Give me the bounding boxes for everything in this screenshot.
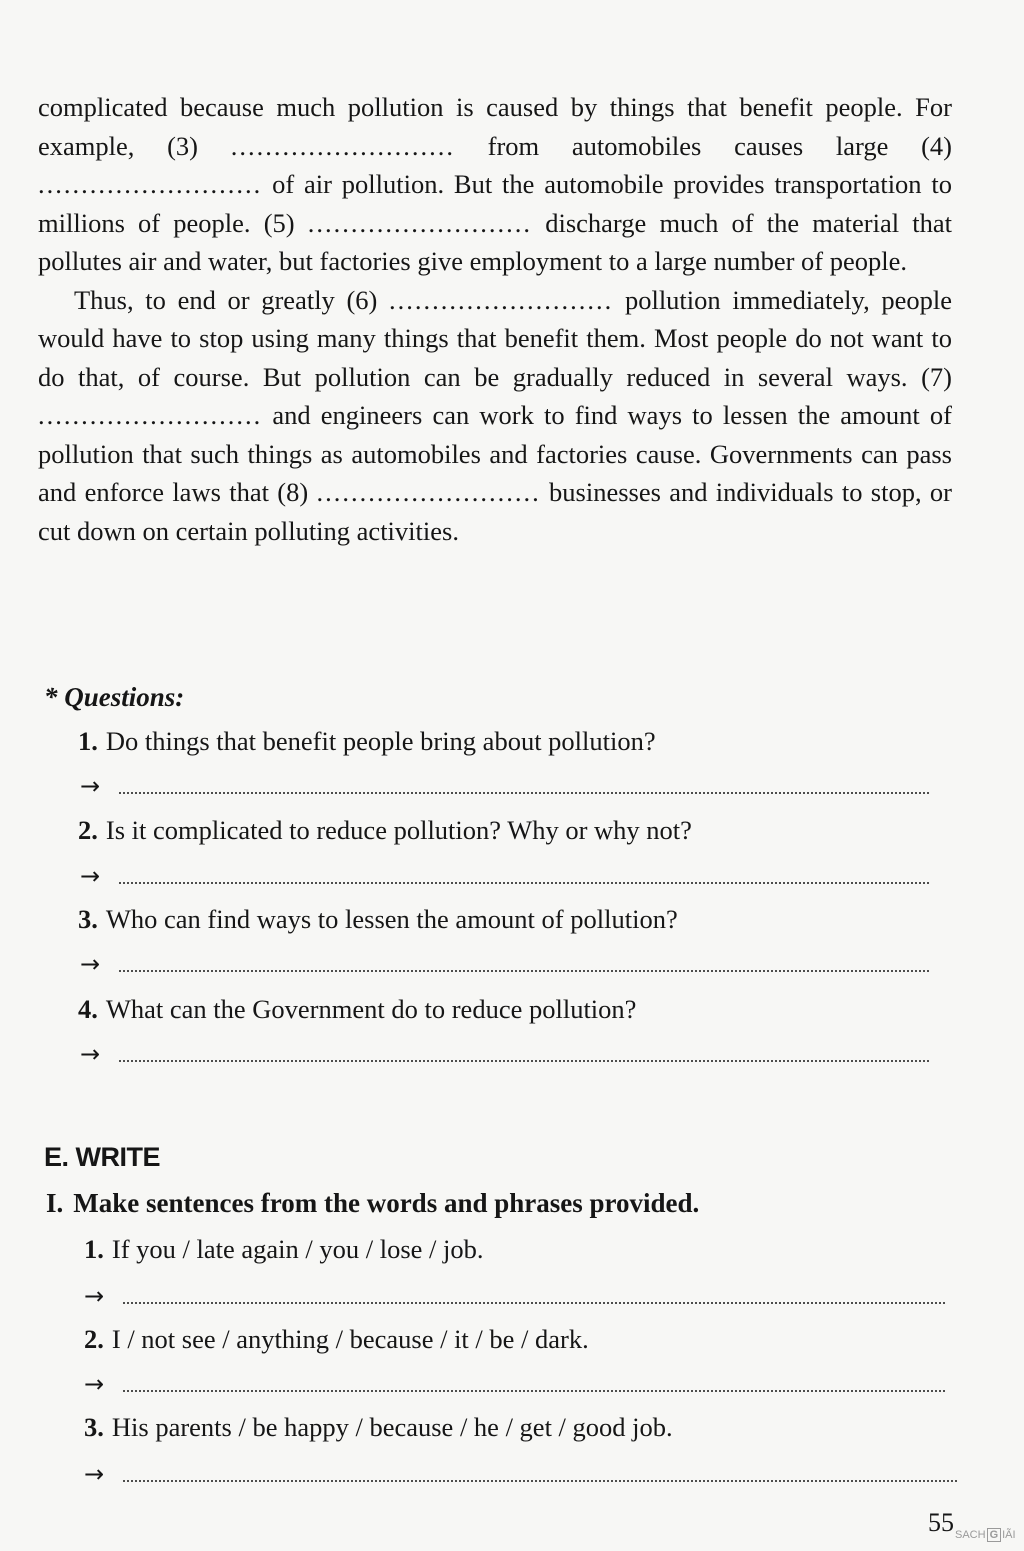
page-number: 55 xyxy=(928,1508,954,1537)
logo-text-left: SACH xyxy=(955,1529,986,1541)
blank-6[interactable]: .......................... xyxy=(389,284,614,315)
passage-text: of air pollution. But the automobile provides transportation to millions of people. (5) xyxy=(38,169,952,238)
passage-text: complicated because much pollution is caused by things that benefit people. For example, (3) xyxy=(38,92,952,161)
answer-line-3[interactable] xyxy=(80,948,930,978)
arrow-icon: → xyxy=(80,862,101,890)
section-title: E. WRITE xyxy=(44,1142,160,1172)
item-prompt: If you / late again / you / lose / job. xyxy=(111,1234,484,1264)
blank-4[interactable]: .......................... xyxy=(38,169,263,199)
arrow-icon: → xyxy=(84,1282,105,1310)
item-prompt: His parents / be happy / because / he / get / good job. xyxy=(111,1412,673,1442)
passage-text: and engineers can work to find ways to lessen the amount of pollution that such things as automobiles and factories cause. Governments can pass and enforce laws that (8) xyxy=(38,400,952,507)
task-title xyxy=(46,1188,699,1219)
item-number: 2. xyxy=(84,1324,104,1354)
item-prompt: I / not see / anything / because / it / be / dark. xyxy=(111,1324,589,1354)
reading-passage xyxy=(38,88,952,550)
question-1 xyxy=(78,726,938,757)
question-number: 2. xyxy=(78,815,98,845)
answer-line-4[interactable] xyxy=(80,1038,930,1068)
blank-3[interactable]: .......................... xyxy=(230,130,455,161)
passage-text: businesses and individuals to stop, or cut down on certain polluting activities. xyxy=(38,477,952,546)
logo-box: G xyxy=(987,1528,1002,1542)
arrow-icon: → xyxy=(80,950,101,978)
question-number: 4. xyxy=(78,994,98,1024)
write-answer-line-3[interactable] xyxy=(84,1458,958,1488)
dotted-line xyxy=(118,792,930,794)
sachgiai-logo xyxy=(955,1528,1016,1542)
write-item-1 xyxy=(84,1234,944,1265)
blank-5[interactable]: .......................... xyxy=(307,207,533,238)
passage-text: discharge much of the material that pollutes air and water, but factories give employment to a large number of people. xyxy=(38,207,952,276)
write-answer-line-1[interactable] xyxy=(84,1280,946,1310)
passage-text: from automobiles causes large (4) xyxy=(454,130,953,161)
write-item-2 xyxy=(84,1324,944,1355)
dotted-line xyxy=(122,1302,946,1304)
task-number: I. xyxy=(46,1188,64,1218)
arrow-icon: → xyxy=(84,1460,105,1488)
question-text: What can the Government do to reduce pollution? xyxy=(105,994,637,1024)
question-3 xyxy=(78,904,938,935)
answer-line-2[interactable] xyxy=(80,860,930,890)
question-2 xyxy=(78,815,938,846)
dotted-line xyxy=(122,1390,946,1392)
item-number: 3. xyxy=(84,1412,104,1442)
question-text: Do things that benefit people bring about pollution? xyxy=(105,726,656,756)
dotted-line xyxy=(118,882,930,884)
question-number: 1. xyxy=(78,726,98,756)
write-item-3 xyxy=(84,1412,944,1443)
dotted-line xyxy=(122,1480,958,1482)
passage-text: Thus, to end or greatly (6) xyxy=(74,284,390,315)
arrow-icon: → xyxy=(80,1040,101,1068)
logo-text-right: IÃI xyxy=(1002,1529,1016,1541)
passage-paragraph-1 xyxy=(38,88,952,281)
item-number: 1. xyxy=(84,1234,104,1264)
question-text: Who can find ways to lessen the amount of pollution? xyxy=(105,904,678,934)
questions-heading: * Questions: xyxy=(44,682,185,712)
question-4 xyxy=(78,994,938,1025)
dotted-line xyxy=(118,1060,930,1062)
question-text: Is it complicated to reduce pollution? Why or why not? xyxy=(105,815,692,845)
write-answer-line-2[interactable] xyxy=(84,1368,946,1398)
question-number: 3. xyxy=(78,904,98,934)
dotted-line xyxy=(118,970,930,972)
arrow-icon: → xyxy=(84,1370,105,1398)
arrow-icon: → xyxy=(80,772,101,800)
passage-paragraph-2 xyxy=(38,281,952,551)
blank-7[interactable]: .......................... xyxy=(38,400,263,430)
task-text: Make sentences from the words and phrases provided. xyxy=(73,1188,700,1218)
answer-line-1[interactable] xyxy=(80,770,930,800)
passage-text: pollution immediately, people would have to stop using many things that benefit them. Most people do not want to do that, of course. But pollution can be gradually reduced in several ways. (7) xyxy=(38,284,952,392)
blank-8[interactable]: .......................... xyxy=(316,477,541,507)
